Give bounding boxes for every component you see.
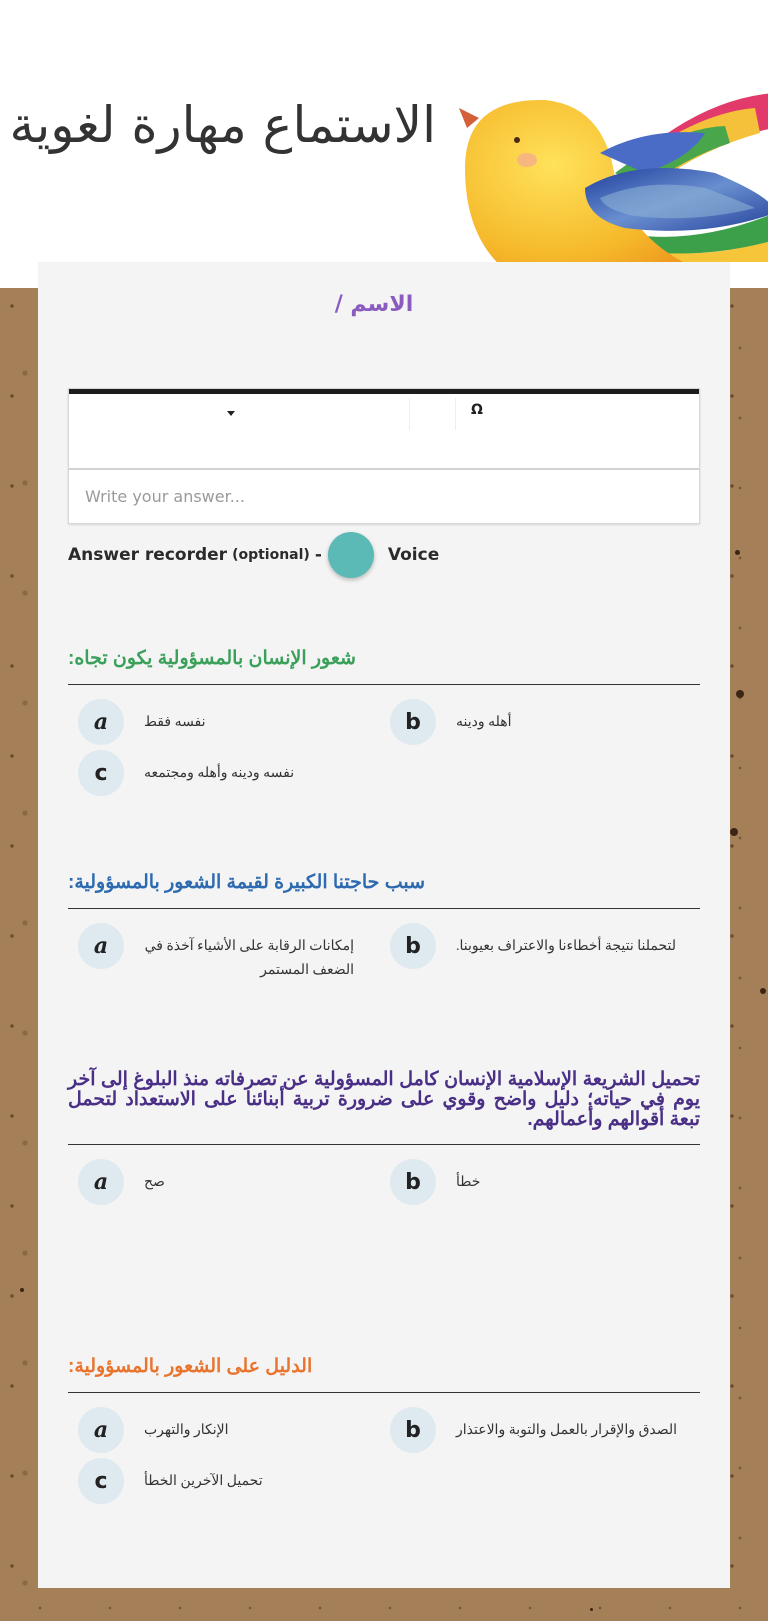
question-3 bbox=[68, 1052, 700, 1195]
question-1 bbox=[68, 640, 700, 786]
option-letter: a bbox=[78, 1159, 124, 1205]
option-b[interactable] bbox=[390, 699, 690, 745]
option-text: تحميل الآخرين الخطأ bbox=[144, 1474, 263, 1489]
recorder-optional: (optional) bbox=[232, 547, 310, 563]
special-character-button[interactable]: Ω bbox=[471, 402, 483, 418]
option-letter: c bbox=[78, 1458, 124, 1504]
option-letter: c bbox=[78, 750, 124, 796]
option-text: صح bbox=[144, 1175, 165, 1190]
caret-down-icon bbox=[227, 411, 235, 416]
bird-illustration-icon bbox=[455, 88, 768, 262]
recorder-label: Answer recorder bbox=[68, 545, 228, 565]
option-letter: a bbox=[78, 923, 124, 969]
divider bbox=[68, 908, 700, 909]
option-letter: b bbox=[390, 1159, 436, 1205]
option-text: الإنكار والتهرب bbox=[144, 1423, 229, 1438]
option-a[interactable] bbox=[78, 923, 378, 983]
worksheet-header bbox=[0, 0, 768, 262]
question-4 bbox=[68, 1348, 700, 1494]
option-text: إمكانات الرقابة على الأشياء آخذة في الضعف المستمر bbox=[144, 939, 354, 978]
option-letter: a bbox=[78, 1407, 124, 1453]
voice-label: Voice bbox=[387, 545, 440, 565]
question-title: تحميل الشريعة الإسلامية الإنسان كامل المسؤولية عن تصرفاته منذ البلوغ إلى آخر يوم في حياته؛ دليل واضح وقوي على ضرورة تربية أبنائنا على الاستعداد لتحمل تبعة أقوالهم وأعمالهم. bbox=[68, 1069, 700, 1130]
worksheet-title: الاستماع مهارة لغوية bbox=[9, 96, 436, 154]
option-letter: b bbox=[390, 923, 436, 969]
divider bbox=[68, 684, 700, 685]
option-text: أهله ودينه bbox=[456, 715, 512, 730]
worksheet-card bbox=[38, 262, 730, 1588]
option-b[interactable] bbox=[390, 1407, 700, 1453]
option-text: نفسه فقط bbox=[144, 715, 206, 730]
toolbar-divider bbox=[455, 398, 456, 430]
editor-toolbar bbox=[69, 394, 699, 470]
option-text: الصدق والإقرار بالعمل والتوبة والاعتذار bbox=[456, 1423, 678, 1438]
question-title: سبب حاجتنا الكبيرة لقيمة الشعور بالمسؤولية: bbox=[68, 872, 426, 893]
option-text: خطأ bbox=[456, 1175, 481, 1190]
option-letter: b bbox=[390, 1407, 436, 1453]
format-dropdown[interactable] bbox=[69, 394, 409, 434]
answer-input[interactable] bbox=[69, 470, 699, 523]
option-b[interactable] bbox=[390, 923, 690, 969]
divider bbox=[68, 1392, 700, 1393]
name-label: الاسم / bbox=[334, 292, 414, 317]
toolbar-divider bbox=[409, 398, 410, 430]
option-letter: b bbox=[390, 699, 436, 745]
answer-recorder bbox=[68, 530, 439, 580]
option-c[interactable] bbox=[78, 750, 378, 796]
option-a[interactable] bbox=[78, 1407, 378, 1453]
option-b[interactable] bbox=[390, 1159, 690, 1205]
option-letter: a bbox=[78, 699, 124, 745]
divider bbox=[68, 1144, 700, 1145]
option-c[interactable] bbox=[78, 1458, 378, 1504]
option-text: نفسه ودينه وأهله ومجتمعه bbox=[144, 766, 295, 781]
option-a[interactable] bbox=[78, 1159, 378, 1205]
option-a[interactable] bbox=[78, 699, 378, 745]
option-text: لتحملنا نتيجة أخطاءنا والاعتراف بعيوبنا. bbox=[456, 939, 677, 954]
recorder-dash: - bbox=[314, 545, 322, 565]
question-2 bbox=[68, 864, 700, 978]
record-voice-button[interactable] bbox=[328, 532, 374, 578]
question-title: شعور الإنسان بالمسؤولية يكون تجاه: bbox=[68, 648, 356, 669]
answer-editor bbox=[68, 388, 700, 524]
question-title: الدليل على الشعور بالمسؤولية: bbox=[68, 1356, 313, 1377]
